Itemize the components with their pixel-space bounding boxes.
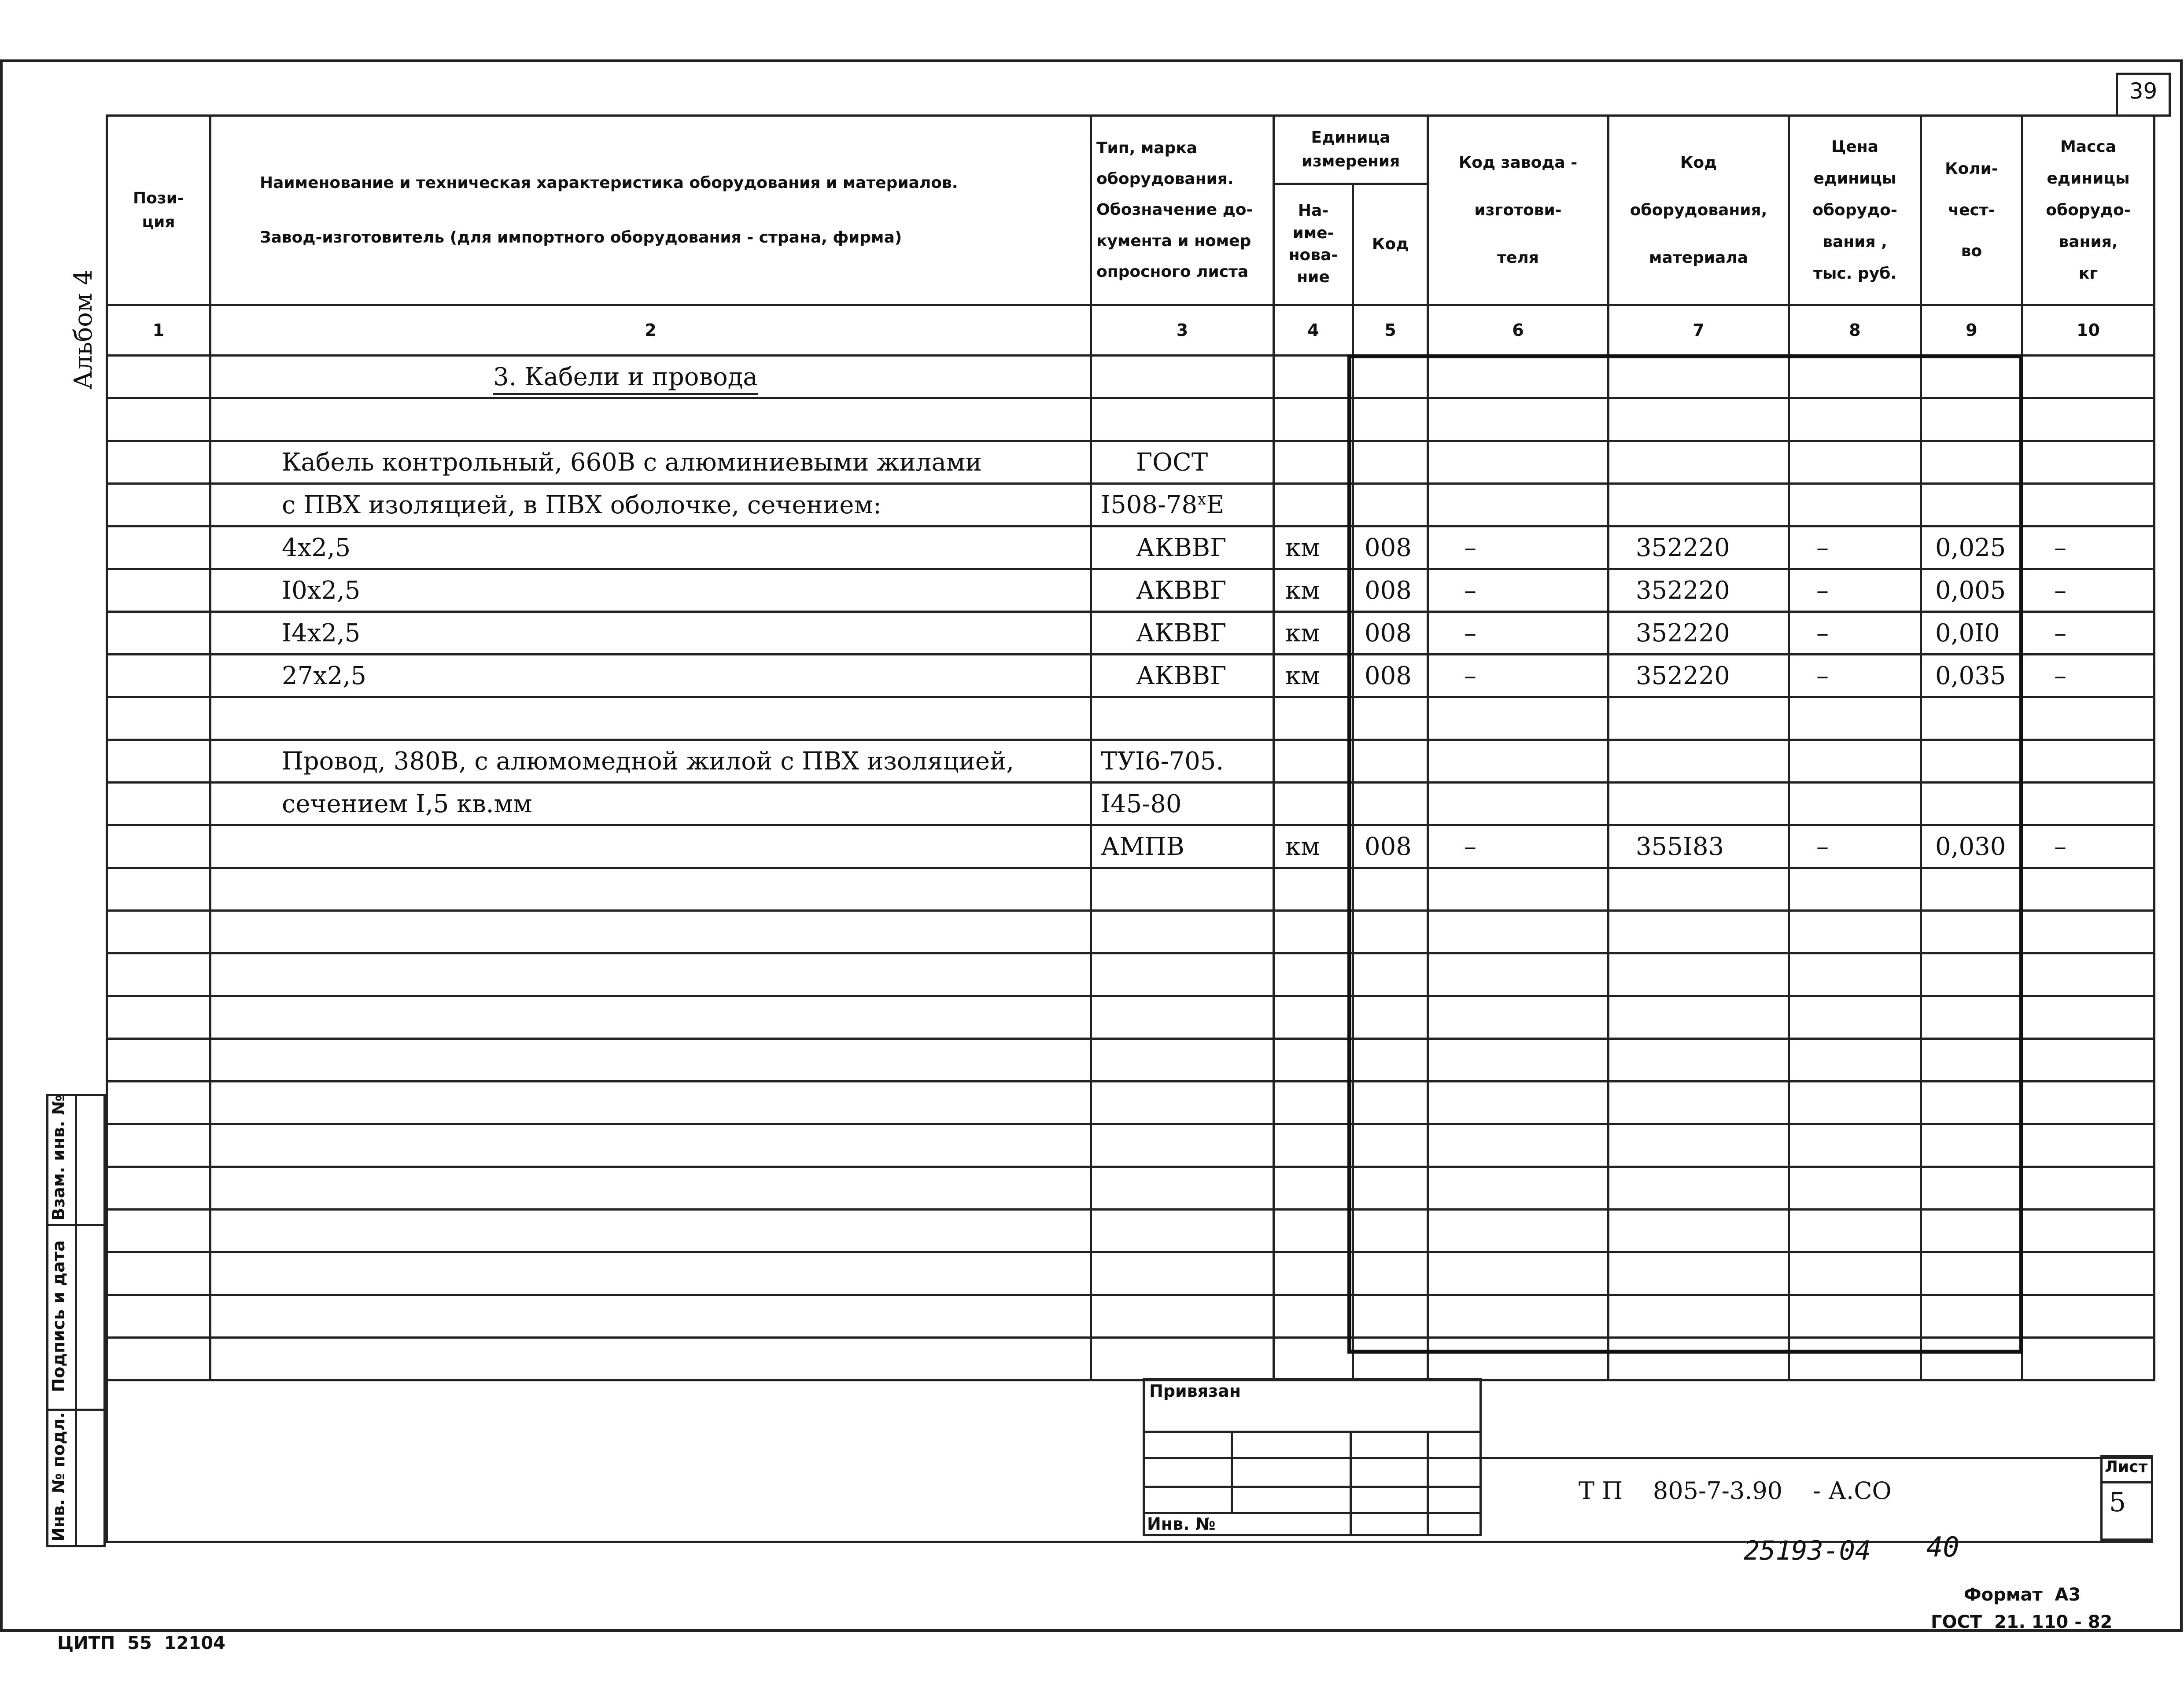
cell-c10: [2022, 356, 2154, 398]
cell-c4: [1274, 996, 1353, 1039]
cell-c2: [210, 697, 1091, 740]
cell-c8: –: [1789, 612, 1921, 655]
cell-c3: [1091, 1082, 1274, 1124]
cell-c1: [107, 1039, 210, 1082]
cell-c10: [2022, 1082, 2154, 1124]
cell-c10: [2022, 398, 2154, 441]
cell-c9: 0,025: [1921, 526, 2022, 569]
bold-outline: [1347, 354, 2023, 1354]
inv-no-label: Инв. №: [1147, 1514, 1216, 1534]
cell-c1: [107, 1210, 210, 1252]
cell-c4: км: [1274, 825, 1353, 868]
cell-c2: 3. Кабели и провода: [210, 356, 1091, 398]
cell-c1: [107, 697, 210, 740]
cell-c6: –: [1428, 825, 1608, 868]
cell-c10: –: [2022, 825, 2154, 868]
cell-c2: I4х2,5: [210, 612, 1091, 655]
cell-c3: [1091, 697, 1274, 740]
cell-c9: 0,005: [1921, 569, 2022, 612]
cell-c1: [107, 911, 210, 953]
cell-c2: [210, 1210, 1091, 1252]
document-code: Т П 805-7-3.90 - А.СО: [1579, 1477, 1892, 1505]
header-c9: Коли- чест- во: [1921, 116, 2022, 305]
cell-c10: [2022, 1124, 2154, 1167]
cell-c2: Провод, 380В, с алюмомедной жилой с ПВХ изоляцией,: [210, 740, 1091, 783]
format-label: Формат А3: [1964, 1585, 2081, 1605]
header-c8: Цена единицы оборудо- вания , тыс. руб.: [1789, 116, 1921, 305]
header-c4: На- име- нова- ние: [1274, 184, 1353, 305]
cell-c3: [1091, 1210, 1274, 1252]
cell-c3: [1091, 356, 1274, 398]
cell-c2: [210, 1039, 1091, 1082]
cell-c3: [1091, 1124, 1274, 1167]
cell-c2: сечением I,5 кв.мм: [210, 783, 1091, 825]
cell-c1: [107, 996, 210, 1039]
cell-c2: 4х2,5: [210, 526, 1091, 569]
list-label: Лист: [2105, 1458, 2148, 1476]
cell-c3: [1091, 1252, 1274, 1295]
header-c45-group: Единица измерения: [1274, 116, 1428, 184]
cell-c9: 0,0I0: [1921, 612, 2022, 655]
cell-c10: [2022, 868, 2154, 911]
cell-c8: –: [1789, 655, 1921, 697]
cell-c1: [107, 1252, 210, 1295]
cell-c10: [2022, 1039, 2154, 1082]
cell-c5: 008: [1353, 825, 1428, 868]
cell-c3: [1091, 911, 1274, 953]
list-value: 5: [2109, 1487, 2126, 1518]
cell-c4: [1274, 868, 1353, 911]
cell-c2: [210, 1295, 1091, 1338]
cell-c1: [107, 868, 210, 911]
cell-c4: [1274, 1252, 1353, 1295]
cell-c1: [107, 1124, 210, 1167]
cell-c1: [107, 655, 210, 697]
cell-c3: [1091, 1338, 1274, 1380]
header-c7: Код оборудования, материала: [1608, 116, 1789, 305]
cell-c3: АКВВГ: [1091, 612, 1274, 655]
cell-c5: 008: [1353, 526, 1428, 569]
cell-c2: [210, 398, 1091, 441]
cell-c10: [2022, 1338, 2154, 1380]
cell-c9: 0,030: [1921, 825, 2022, 868]
cell-c7: 352220: [1608, 569, 1789, 612]
cell-c10: [2022, 1252, 2154, 1295]
cell-c1: [107, 825, 210, 868]
cell-c3: [1091, 996, 1274, 1039]
cell-c4: [1274, 1210, 1353, 1252]
cell-c10: [2022, 783, 2154, 825]
cell-c2: [210, 825, 1091, 868]
cell-c7: 352220: [1608, 612, 1789, 655]
cell-c4: [1274, 911, 1353, 953]
side-stamp-podpis: Подпись и дата: [49, 1240, 68, 1392]
cell-c3: АКВВГ: [1091, 655, 1274, 697]
header-c5: Код: [1353, 184, 1428, 305]
cell-c7: 352220: [1608, 526, 1789, 569]
cell-c1: [107, 526, 210, 569]
cell-c10: [2022, 996, 2154, 1039]
cell-c1: [107, 1082, 210, 1124]
side-stamp-inv: Инв. № подл.: [49, 1412, 68, 1542]
cell-c6: –: [1428, 655, 1608, 697]
column-numbers-row: 1 2 3 4 5 6 7 8 9 10: [107, 305, 2154, 356]
cell-c3: [1091, 1039, 1274, 1082]
cell-c3: [1091, 1295, 1274, 1338]
cell-c1: [107, 953, 210, 996]
cell-c3: I45-80: [1091, 783, 1274, 825]
cell-c2: [210, 996, 1091, 1039]
cell-c1: [107, 1338, 210, 1380]
cell-c10: [2022, 740, 2154, 783]
cell-c10: [2022, 484, 2154, 526]
cell-c1: [107, 783, 210, 825]
cell-c10: [2022, 1210, 2154, 1252]
cell-c4: [1274, 953, 1353, 996]
cell-c6: –: [1428, 612, 1608, 655]
cell-c4: [1274, 783, 1353, 825]
cell-c4: км: [1274, 655, 1353, 697]
cell-c2: [210, 1252, 1091, 1295]
cell-c1: [107, 356, 210, 398]
cell-c1: [107, 398, 210, 441]
cell-c3: [1091, 953, 1274, 996]
cell-c10: –: [2022, 569, 2154, 612]
gost-label: ГОСТ 21. 110 - 82: [1931, 1612, 2113, 1632]
cell-c4: [1274, 1167, 1353, 1210]
privyazan-label: Привязан: [1149, 1381, 1241, 1401]
side-stamp-vzam: Взам. инв. №: [49, 1095, 68, 1221]
cell-c8: –: [1789, 825, 1921, 868]
cell-c4: км: [1274, 612, 1353, 655]
cell-c4: [1274, 398, 1353, 441]
cell-c2: I0х2,5: [210, 569, 1091, 612]
header-c10: Масса единицы оборудо- вания, кг: [2022, 116, 2154, 305]
album-label: Альбом 4: [69, 269, 98, 390]
cell-c3: [1091, 868, 1274, 911]
cell-c3: АМПВ: [1091, 825, 1274, 868]
cell-c3: ГОСТ: [1091, 441, 1274, 484]
cell-c3: ТУI6-705.: [1091, 740, 1274, 783]
cell-c10: [2022, 697, 2154, 740]
cell-c3: АКВВГ: [1091, 569, 1274, 612]
cell-c2: с ПВХ изоляцией, в ПВХ оболочке, сечением:: [210, 484, 1091, 526]
header-c3: Тип, марка оборудования. Обозначение до- кумента и номер опросного листа: [1091, 116, 1274, 305]
cell-c4: [1274, 356, 1353, 398]
cell-c3: [1091, 1167, 1274, 1210]
cell-c1: [107, 1295, 210, 1338]
cell-c4: [1274, 484, 1353, 526]
cell-c10: [2022, 441, 2154, 484]
cell-c3: АКВВГ: [1091, 526, 1274, 569]
tsitp-label: ЦИТП 55 12104: [57, 1633, 225, 1653]
cell-c10: [2022, 911, 2154, 953]
cell-c6: –: [1428, 569, 1608, 612]
cell-c2: [210, 1167, 1091, 1210]
cell-c4: [1274, 441, 1353, 484]
sheet-number: 39: [2129, 78, 2158, 104]
cell-c2: 27х2,5: [210, 655, 1091, 697]
header-c2: Наименование и техническая характеристика оборудования и материалов. Завод-изготовитель (для импортного оборудования - страна, фирма): [210, 116, 1091, 305]
cell-c1: [107, 484, 210, 526]
cell-c4: [1274, 740, 1353, 783]
cell-c5: 008: [1353, 655, 1428, 697]
cell-c2: [210, 1124, 1091, 1167]
cell-c10: [2022, 953, 2154, 996]
cell-c10: –: [2022, 655, 2154, 697]
cell-c2: [210, 868, 1091, 911]
cell-c3: [1091, 398, 1274, 441]
cell-c2: [210, 953, 1091, 996]
cell-c8: –: [1789, 526, 1921, 569]
cell-c10: [2022, 1295, 2154, 1338]
cell-c3: $I508-78^хЕ$: [1091, 484, 1274, 526]
cell-c4: км: [1274, 569, 1353, 612]
header-c6: Код завода - изготови- теля: [1428, 116, 1608, 305]
cell-c6: –: [1428, 526, 1608, 569]
cell-c7: 352220: [1608, 655, 1789, 697]
cell-c5: 008: [1353, 569, 1428, 612]
cell-c1: [107, 612, 210, 655]
cell-c4: [1274, 1082, 1353, 1124]
cell-c10: [2022, 1167, 2154, 1210]
cell-c2: [210, 1082, 1091, 1124]
cell-c4: [1274, 697, 1353, 740]
header-row: [107, 116, 2154, 184]
cell-c4: [1274, 1124, 1353, 1167]
cell-c9: 0,035: [1921, 655, 2022, 697]
handwritten-page: 40: [1926, 1531, 1959, 1563]
cell-c1: [107, 1167, 210, 1210]
cell-c2: Кабель контрольный, 660В с алюминиевыми жилами: [210, 441, 1091, 484]
cell-c5: 008: [1353, 612, 1428, 655]
cell-c4: [1274, 1039, 1353, 1082]
cell-c1: [107, 569, 210, 612]
cell-c8: –: [1789, 569, 1921, 612]
cell-c10: –: [2022, 526, 2154, 569]
cell-c7: 355I83: [1608, 825, 1789, 868]
cell-c2: [210, 1338, 1091, 1380]
cell-c2: [210, 911, 1091, 953]
cell-c4: [1274, 1295, 1353, 1338]
cell-c1: [107, 441, 210, 484]
cell-c1: [107, 740, 210, 783]
cell-c4: км: [1274, 526, 1353, 569]
header-c1: Пози- ция: [107, 116, 210, 305]
handwritten-code: 25193-04: [1744, 1535, 1871, 1566]
cell-c4: [1274, 1338, 1353, 1380]
cell-c10: –: [2022, 612, 2154, 655]
